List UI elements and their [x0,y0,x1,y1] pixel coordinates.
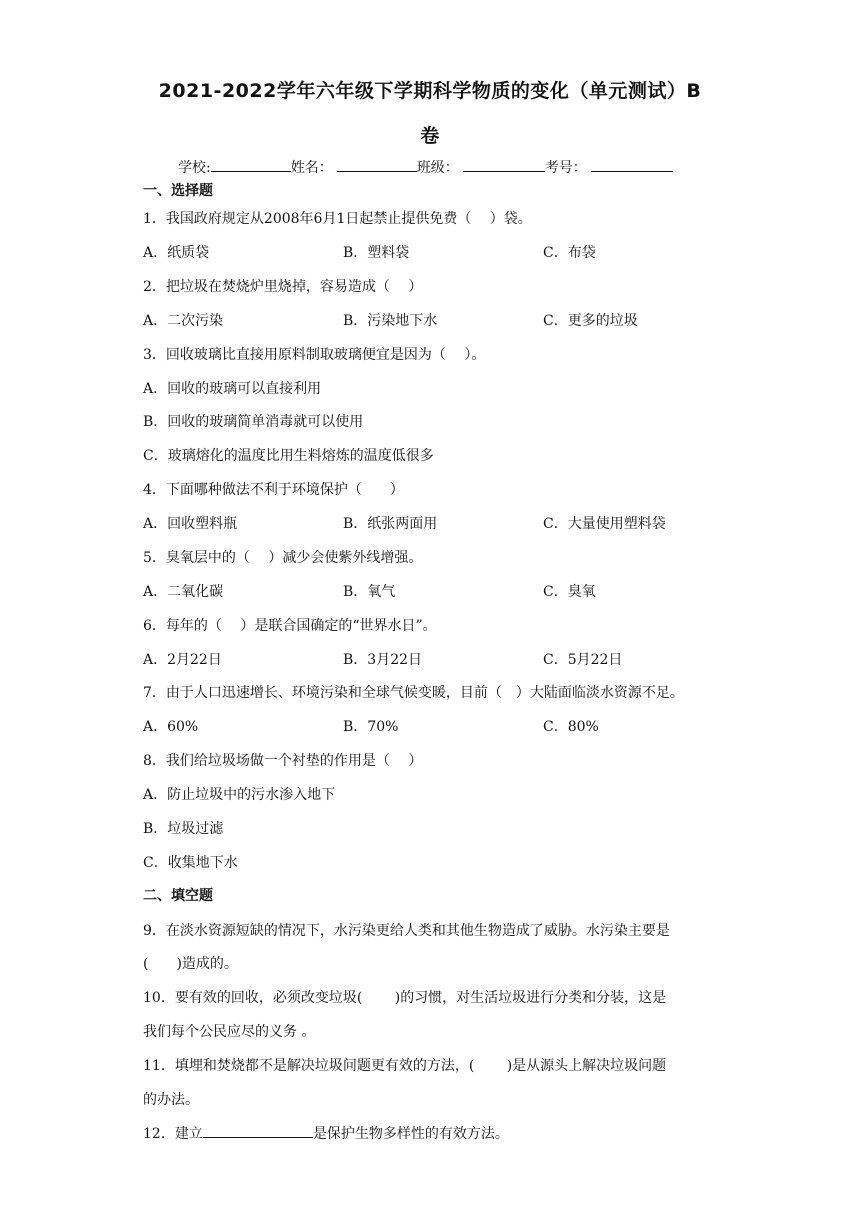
question-9-line2: ( )造成的。 [143,956,238,972]
q1-option-c: C．布袋 [543,245,596,261]
question-9-line1: 9．在淡水资源短缺的情况下，水污染更给人类和其他生物造成了威胁。水污染主要是 [143,923,670,939]
q1-option-b: B．塑料袋 [343,245,410,261]
q6-option-b: B．3月22日 [343,652,423,668]
q12-text-after: 是保护生物多样性的有效方法。 [312,1126,509,1142]
question-3: 3．回收玻璃比直接用原料制取玻璃便宜是因为（ ）。 [143,347,486,363]
question-1: 1．我国政府规定从2008年6月1日起禁止提供免费（ ）袋。 [143,211,532,227]
q8-option-b: B．垃圾过滤 [143,821,224,837]
exam-title-line1: 2021-2022学年六年级下学期科学物质的变化（单元测试）B [158,80,702,102]
q7-option-b: B．70% [343,719,399,735]
q2-option-b: B．污染地下水 [343,313,438,329]
q2-option-a: A．二次污染 [143,313,224,329]
exam-title-line2: 卷 [420,125,440,147]
q4-option-b: B．纸张两面用 [343,516,438,532]
question-8: 8．我们给垃圾场做一个衬垫的作用是（ ） [143,753,423,769]
q1-option-a: A．纸质袋 [143,245,210,261]
section-heading-fill: 二、填空题 [143,888,213,904]
class-label: 班级： [416,160,459,176]
student-info-row [178,157,673,177]
q4-option-c: C．大量使用塑料袋 [543,516,666,532]
q5-option-c: C．臭氧 [543,584,596,600]
school-label: 学校: [178,160,211,176]
q12-answer-blank [203,1125,313,1138]
section-heading-choice: 一、选择题 [143,183,213,199]
q12-text-before: 12．建立 [143,1126,203,1142]
q3-option-a: A．回收的玻璃可以直接利用 [143,381,322,397]
question-7: 7．由于人口迅速增长、环境污染和全球气候变暖，目前（ ）大陆面临淡水资源不足。 [143,685,684,701]
q4-option-a: A．回收塑料瓶 [143,516,238,532]
name-blank [337,159,417,172]
name-label: 姓名： [290,160,333,176]
exam-number-blank [591,159,673,172]
q2-option-c: C．更多的垃圾 [543,313,638,329]
class-blank [463,159,545,172]
question-5: 5．臭氧层中的（ ）减少会使紫外线增强。 [143,550,423,566]
question-11-line2: 的办法。 [143,1092,199,1108]
q7-option-c: C．80% [543,719,599,735]
q3-option-b: B．回收的玻璃简单消毒就可以使用 [143,414,364,430]
school-blank [211,159,291,172]
q8-option-c: C．收集地下水 [143,855,238,871]
question-6: 6．每年的（ ）是联合国确定的“世界水日”。 [143,618,437,634]
q7-option-a: A．60% [143,719,199,735]
q5-option-a: A．二氧化碳 [143,584,224,600]
q6-option-a: A．2月22日 [143,652,222,668]
question-2: 2．把垃圾在焚烧炉里烧掉，容易造成（ ） [143,279,423,295]
exam-number-label: 考号： [544,160,587,176]
q8-option-a: A．防止垃圾中的污水渗入地下 [143,787,336,803]
q3-option-c: C．玻璃熔化的温度比用生料熔炼的温度低很多 [143,448,434,464]
question-10-line1: 10．要有效的回收，必须改变垃圾( )的习惯，对生活垃圾进行分类和分装，这是 [143,990,667,1006]
question-12 [143,1123,509,1143]
question-10-line2: 我们每个公民应尽的义务 。 [143,1024,316,1040]
question-11-line1: 11．填埋和焚烧都不是解决垃圾问题更有效的方法，( )是从源头上解决垃圾问题 [143,1058,667,1074]
question-4: 4．下面哪种做法不利于环境保护（ ） [143,482,404,498]
q5-option-b: B．氧气 [343,584,396,600]
q6-option-c: C．5月22日 [543,652,623,668]
